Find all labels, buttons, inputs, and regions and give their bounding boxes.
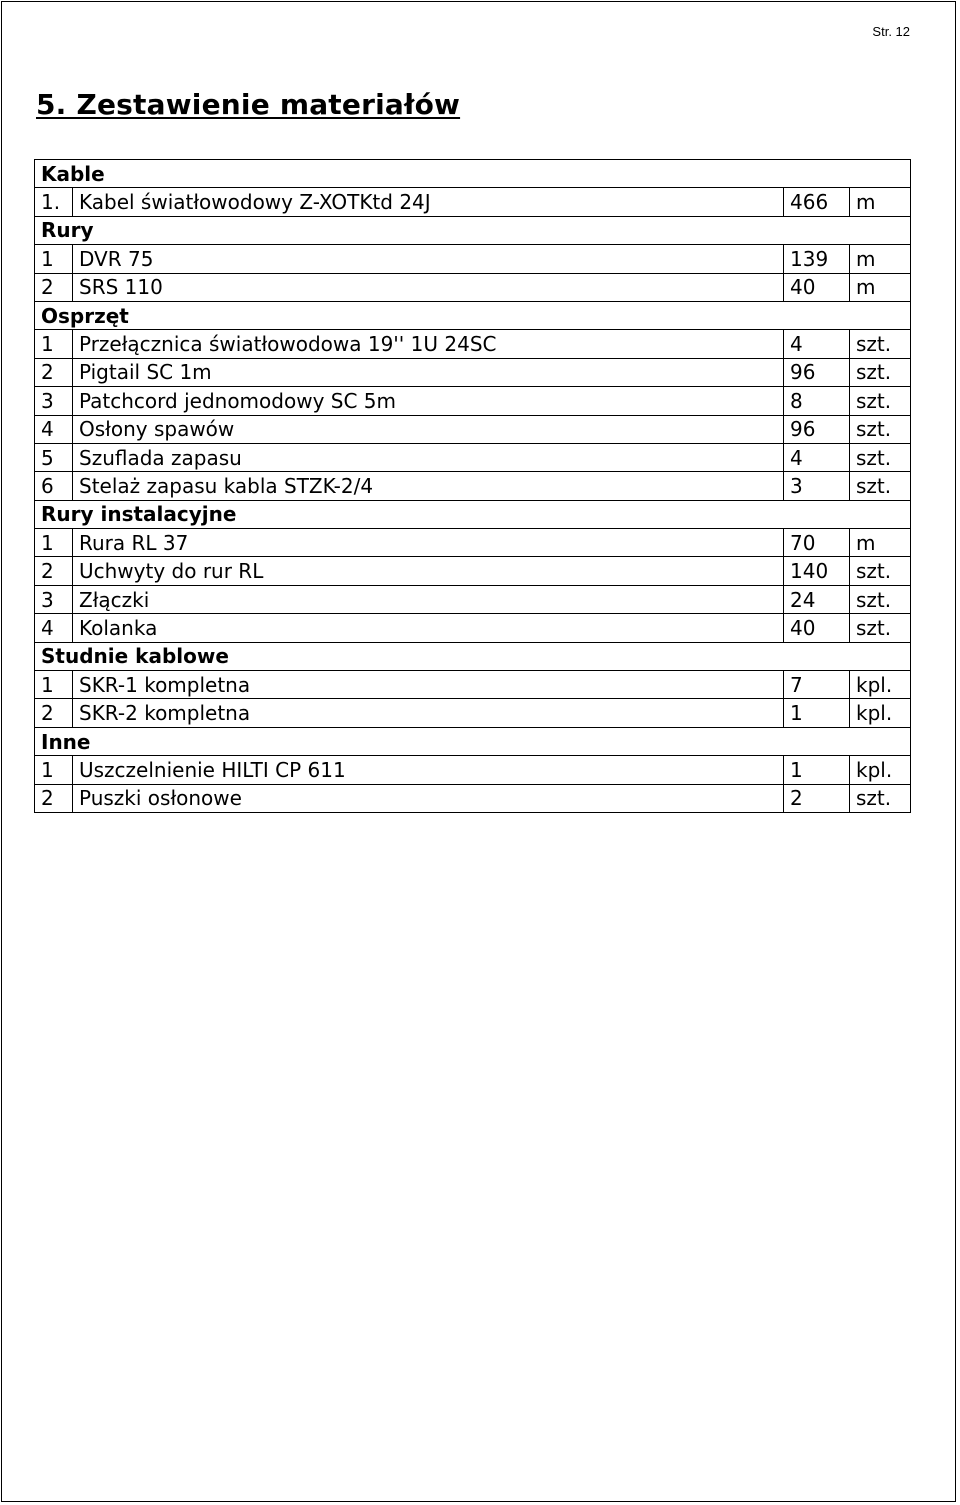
item-name: Osłony spawów (73, 415, 784, 443)
table-row (35, 614, 911, 642)
item-name: Patchcord jednomodowy SC 5m (73, 387, 784, 415)
section-row (35, 500, 911, 528)
item-unit: kpl. (850, 671, 911, 699)
item-name: Rura RL 37 (73, 529, 784, 557)
item-number: 6 (35, 472, 73, 500)
item-name: SKR-1 kompletna (73, 671, 784, 699)
item-number: 3 (35, 387, 73, 415)
item-unit: szt. (850, 415, 911, 443)
table-row (35, 756, 911, 784)
section-title: Studnie kablowe (35, 642, 911, 670)
table-row (35, 557, 911, 585)
item-number: 1 (35, 529, 73, 557)
table-row (35, 330, 911, 358)
table-row (35, 188, 911, 216)
materials-table-body (35, 160, 911, 813)
section-row (35, 301, 911, 329)
item-unit: m (850, 245, 911, 273)
section-row (35, 216, 911, 244)
item-unit: m (850, 529, 911, 557)
item-name: DVR 75 (73, 245, 784, 273)
item-quantity: 2 (784, 784, 850, 812)
item-quantity: 139 (784, 245, 850, 273)
item-unit: szt. (850, 585, 911, 613)
item-quantity: 7 (784, 671, 850, 699)
item-name: Szuflada zapasu (73, 443, 784, 471)
table-row (35, 472, 911, 500)
item-number: 2 (35, 699, 73, 727)
item-number: 2 (35, 273, 73, 301)
table-row (35, 443, 911, 471)
item-number: 1 (35, 756, 73, 784)
item-number: 1. (35, 188, 73, 216)
table-row (35, 585, 911, 613)
item-unit: szt. (850, 387, 911, 415)
item-name: Kabel światłowodowy Z-XOTKtd 24J (73, 188, 784, 216)
item-unit: m (850, 273, 911, 301)
item-name: Uchwyty do rur RL (73, 557, 784, 585)
table-row (35, 358, 911, 386)
item-number: 1 (35, 245, 73, 273)
item-unit: szt. (850, 472, 911, 500)
table-row (35, 699, 911, 727)
item-quantity: 4 (784, 443, 850, 471)
item-name: Przełącznica światłowodowa 19'' 1U 24SC (73, 330, 784, 358)
materials-table (34, 159, 911, 813)
item-name: Pigtail SC 1m (73, 358, 784, 386)
item-quantity: 8 (784, 387, 850, 415)
item-unit: szt. (850, 557, 911, 585)
item-unit: szt. (850, 358, 911, 386)
item-number: 2 (35, 358, 73, 386)
item-name: SRS 110 (73, 273, 784, 301)
section-title: Kable (35, 160, 911, 188)
item-number: 1 (35, 671, 73, 699)
item-unit: szt. (850, 330, 911, 358)
table-row (35, 784, 911, 812)
section-row (35, 727, 911, 755)
item-quantity: 40 (784, 614, 850, 642)
item-name: Puszki osłonowe (73, 784, 784, 812)
table-row (35, 671, 911, 699)
item-name: SKR-2 kompletna (73, 699, 784, 727)
table-row (35, 415, 911, 443)
item-number: 4 (35, 415, 73, 443)
item-quantity: 3 (784, 472, 850, 500)
item-quantity: 24 (784, 585, 850, 613)
item-quantity: 40 (784, 273, 850, 301)
item-unit: szt. (850, 443, 911, 471)
item-name: Kolanka (73, 614, 784, 642)
item-name: Stelaż zapasu kabla STZK-2/4 (73, 472, 784, 500)
item-quantity: 96 (784, 415, 850, 443)
section-row (35, 160, 911, 188)
item-unit: kpl. (850, 699, 911, 727)
item-unit: szt. (850, 784, 911, 812)
item-unit: szt. (850, 614, 911, 642)
table-row (35, 273, 911, 301)
item-unit: m (850, 188, 911, 216)
item-number: 1 (35, 330, 73, 358)
item-unit: kpl. (850, 756, 911, 784)
page-title: 5. Zestawienie materiałów (36, 88, 461, 121)
item-name: Uszczelnienie HILTI CP 611 (73, 756, 784, 784)
item-quantity: 140 (784, 557, 850, 585)
section-title: Rury instalacyjne (35, 500, 911, 528)
section-title: Rury (35, 216, 911, 244)
item-quantity: 466 (784, 188, 850, 216)
table-row (35, 387, 911, 415)
item-number: 4 (35, 614, 73, 642)
section-title: Inne (35, 727, 911, 755)
section-title: Osprzęt (35, 301, 911, 329)
item-number: 3 (35, 585, 73, 613)
table-row (35, 529, 911, 557)
item-name: Złączki (73, 585, 784, 613)
item-number: 2 (35, 557, 73, 585)
item-quantity: 1 (784, 756, 850, 784)
item-quantity: 4 (784, 330, 850, 358)
table-row (35, 245, 911, 273)
item-quantity: 96 (784, 358, 850, 386)
item-number: 2 (35, 784, 73, 812)
section-row (35, 642, 911, 670)
item-quantity: 70 (784, 529, 850, 557)
page-number: Str. 12 (872, 24, 910, 39)
item-number: 5 (35, 443, 73, 471)
item-quantity: 1 (784, 699, 850, 727)
